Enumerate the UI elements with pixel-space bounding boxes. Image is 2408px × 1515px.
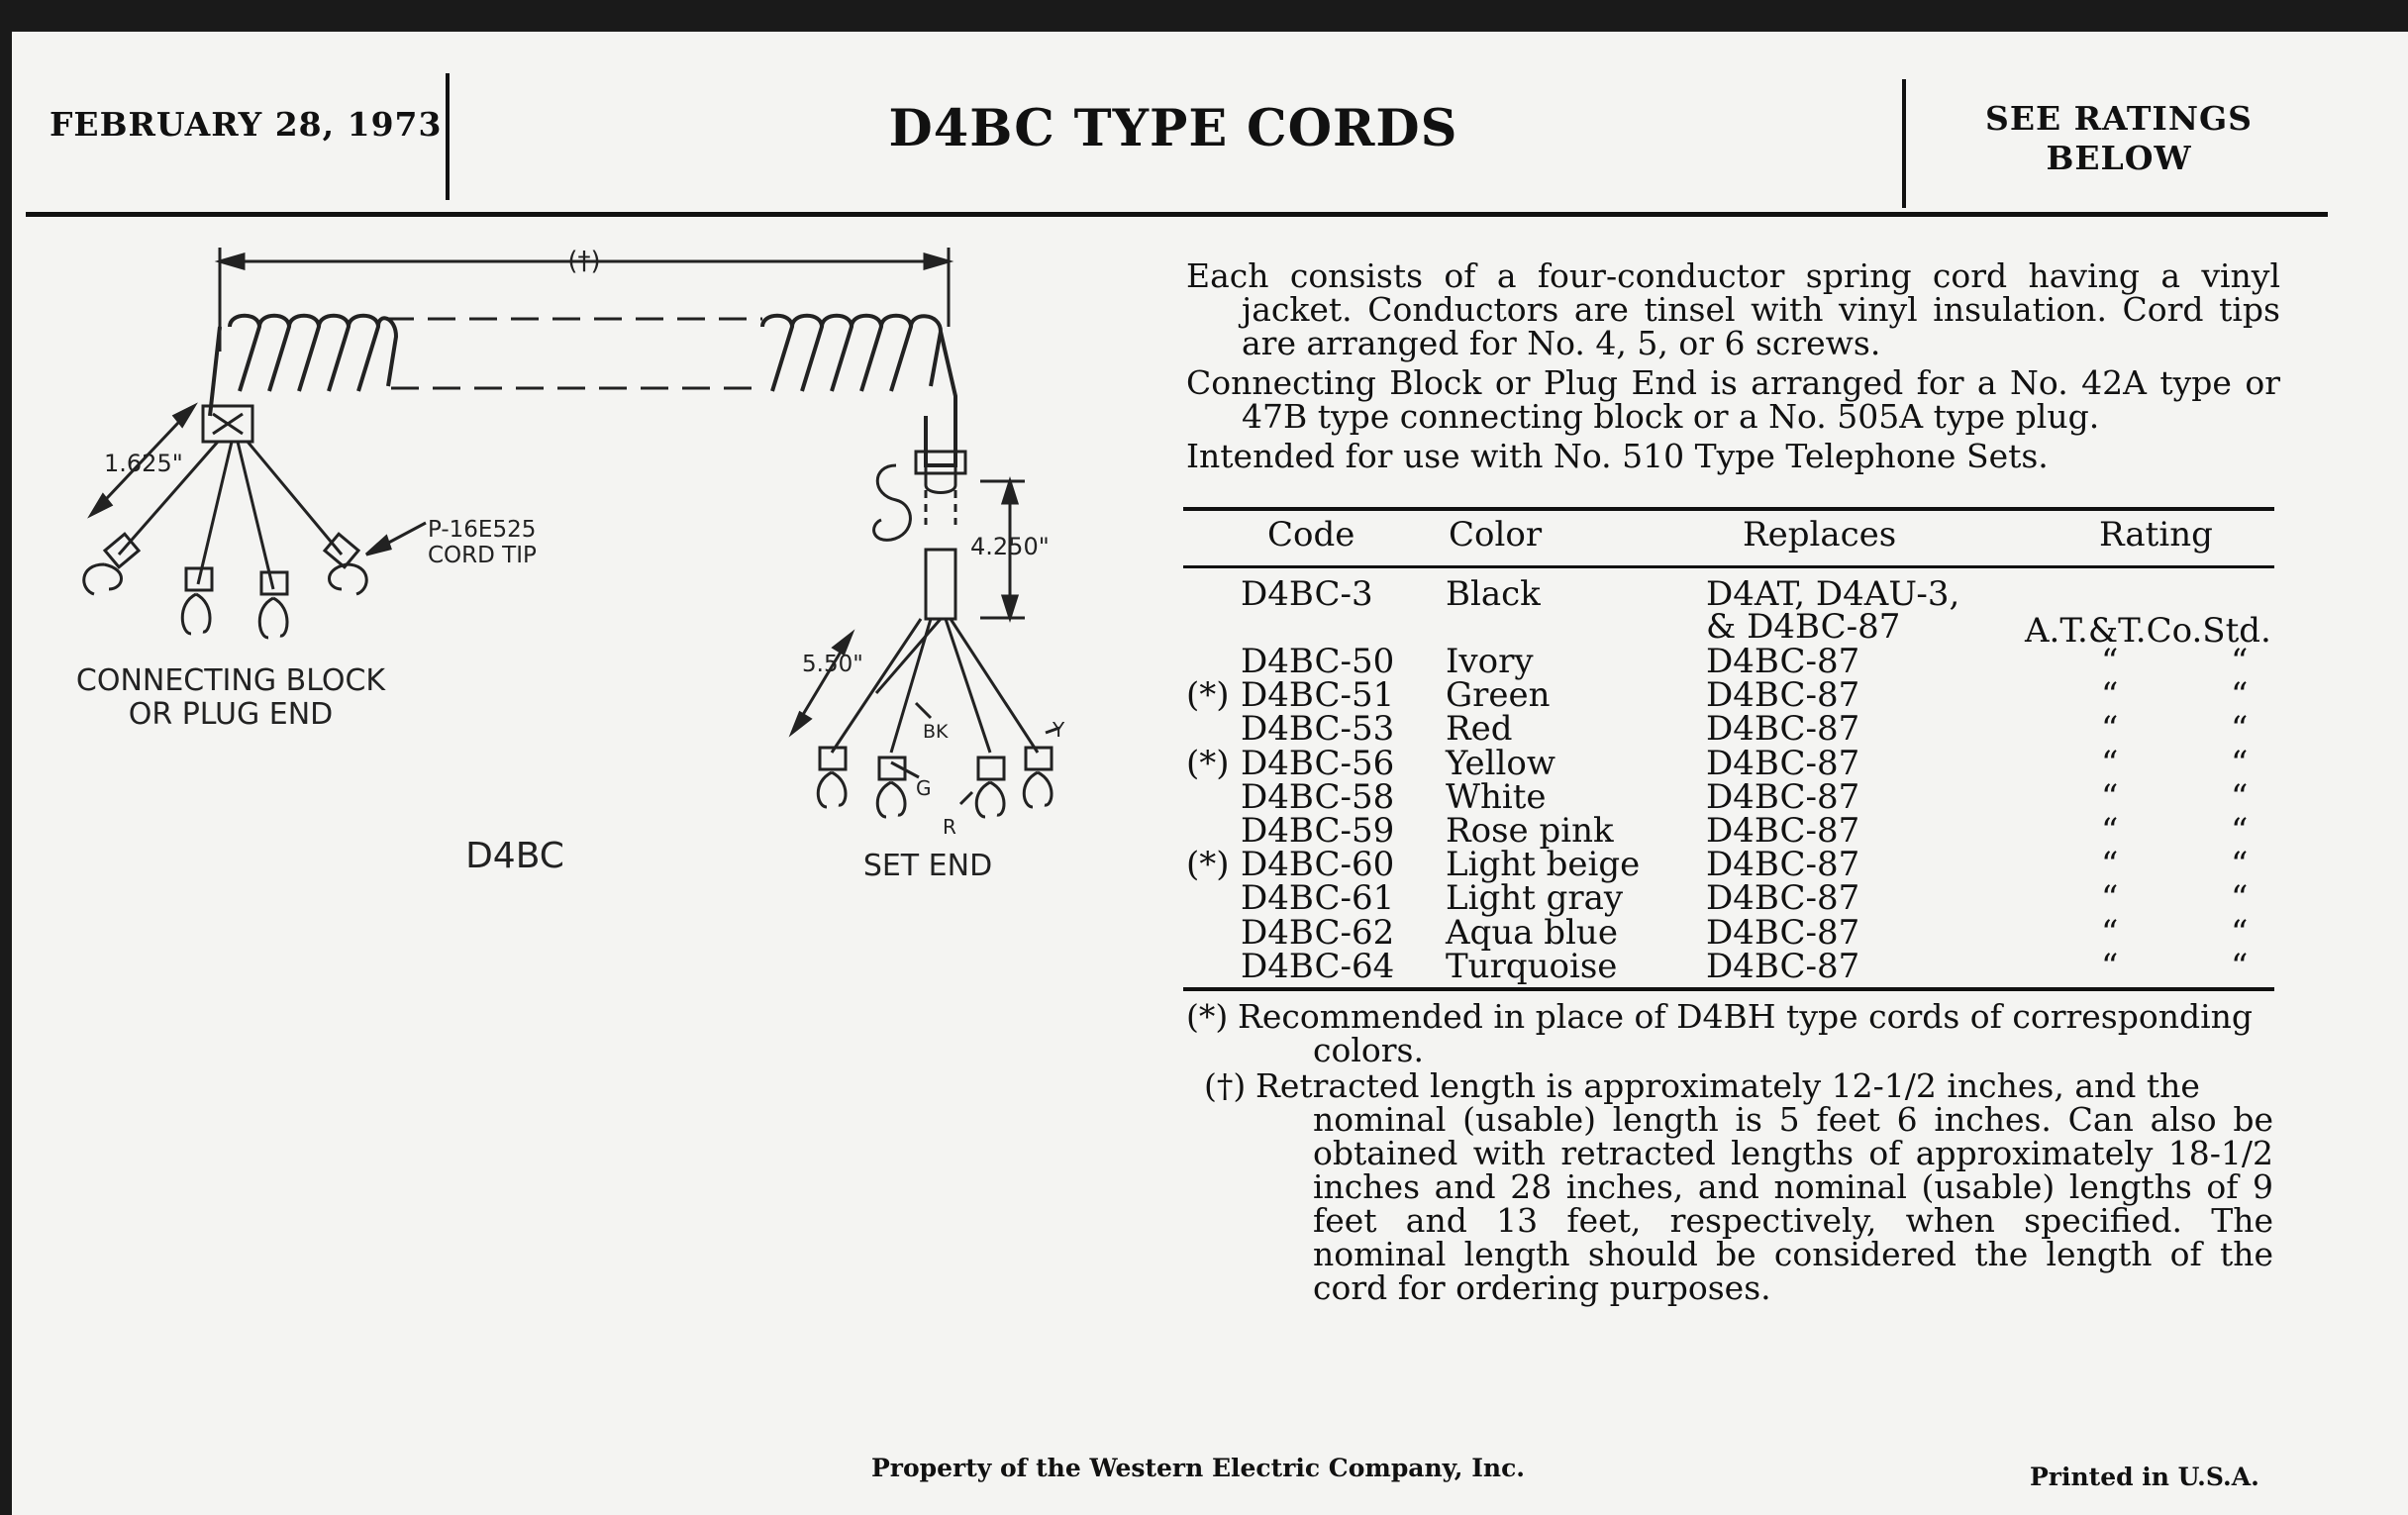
wire-y-label: Y bbox=[1053, 718, 1065, 742]
cell-code: D4BC-58 bbox=[1241, 777, 1395, 817]
footer-printed: Printed in U.S.A. bbox=[2030, 1463, 2259, 1491]
right-coil bbox=[762, 316, 955, 465]
col-header-replaces: Replaces bbox=[1743, 515, 1897, 555]
cell-code: D4BC-61 bbox=[1241, 878, 1395, 918]
cell-rating-ditto: “ bbox=[2231, 744, 2249, 783]
note-star bbox=[1186, 997, 2273, 1069]
cell-mark: (*) bbox=[1186, 845, 1230, 884]
wire-bk-label: BK bbox=[923, 721, 949, 743]
cell-rating-ditto: “ bbox=[2231, 947, 2249, 986]
cell-rating-ditto: “ bbox=[2101, 811, 2119, 851]
cell-code: D4BC-59 bbox=[1241, 811, 1395, 851]
cell-code: D4BC-64 bbox=[1241, 947, 1395, 986]
set-end bbox=[792, 452, 1059, 817]
description-para-2: Connecting Block or Plug End is arranged for a No. 42A type or 47B type connecting block or a No. 505A type plug. bbox=[1186, 363, 2280, 436]
cell-rating-ditto: “ bbox=[2231, 777, 2249, 817]
wire-r-label: R bbox=[943, 815, 956, 839]
cell-code: D4BC-53 bbox=[1241, 709, 1395, 749]
description-para-1: Each consists of a four-conductor spring cord having a vinyl jacket. Conductors are tinsel with vinyl insulation. Cord tips are arranged for No. 4, 5, or 6 screws. bbox=[1186, 256, 2280, 362]
cell-replaces-line1: D4AT, D4AU-3, bbox=[1706, 574, 1960, 614]
cell-replaces: D4BC-87 bbox=[1706, 642, 1860, 681]
cell-rating-ditto: “ bbox=[2231, 845, 2249, 884]
page-title: D4BC TYPE CORDS bbox=[888, 99, 1458, 158]
table-top-rule bbox=[1183, 507, 2274, 511]
cell-rating-ditto: “ bbox=[2101, 845, 2119, 884]
cell-rating-ditto: “ bbox=[2231, 913, 2249, 953]
cell-code: D4BC-60 bbox=[1241, 845, 1395, 884]
note-star-mark: (*) bbox=[1186, 997, 1229, 1036]
cell-code: D4BC-3 bbox=[1241, 574, 1373, 614]
cell-rating-ditto: “ bbox=[2231, 675, 2249, 715]
col-header-rating: Rating bbox=[2099, 515, 2213, 555]
header-date: FEBRUARY 28, 1973 bbox=[50, 105, 443, 144]
note-dagger-rest: nominal (usable) length is 5 feet 6 inches. Can also be obtained with retracted lengths of approximately 18-1/2 inches and 28 inches, and nominal (usable) lengths of 9 feet and 13 feet, respectively, when specified. The nominal length should be considered the length of the cord for ordering purposes. bbox=[1313, 1100, 2273, 1307]
cell-replaces-line2: & D4BC-87 bbox=[1706, 607, 1901, 647]
cell-replaces: D4BC-87 bbox=[1706, 777, 1860, 817]
cord-tip-label-2: CORD TIP bbox=[428, 543, 537, 568]
dim-mid-label: 4.250" bbox=[970, 533, 1050, 560]
header-ratings bbox=[1906, 99, 2332, 178]
connecting-block-end bbox=[84, 406, 426, 638]
cell-replaces: D4BC-87 bbox=[1706, 947, 1860, 986]
cell-color: Turquoise bbox=[1446, 947, 1618, 986]
cell-rating-ditto: “ bbox=[2101, 675, 2119, 715]
cell-rating-ditto: “ bbox=[2101, 878, 2119, 918]
model-label: D4BC bbox=[465, 836, 564, 876]
cell-rating: A.T.&T.Co.Std. bbox=[2025, 611, 2271, 651]
cell-color: Aqua blue bbox=[1446, 913, 1618, 953]
cell-rating-ditto: “ bbox=[2101, 642, 2119, 681]
set-end-label: SET END bbox=[862, 849, 993, 883]
dim-left-label: 1.625" bbox=[104, 450, 183, 477]
wire-g-label: G bbox=[916, 776, 932, 800]
left-caption-2: OR PLUG END bbox=[128, 697, 334, 732]
cell-code: D4BC-56 bbox=[1241, 744, 1395, 783]
cell-color: Light gray bbox=[1446, 878, 1624, 918]
left-coil bbox=[210, 316, 396, 416]
cell-mark: (*) bbox=[1186, 744, 1230, 783]
col-header-code: Code bbox=[1267, 515, 1355, 555]
cell-rating-ditto: “ bbox=[2101, 947, 2119, 986]
cell-replaces: D4BC-87 bbox=[1706, 878, 1860, 918]
cell-replaces: D4BC-87 bbox=[1706, 744, 1860, 783]
col-header-color: Color bbox=[1449, 515, 1543, 555]
header-ratings-line1: SEE RATINGS bbox=[1984, 99, 2254, 138]
cell-replaces: D4BC-87 bbox=[1706, 845, 1860, 884]
cell-rating-ditto: “ bbox=[2101, 913, 2119, 953]
dim-set-label: 5.50" bbox=[802, 652, 863, 677]
cell-rating-ditto: “ bbox=[2101, 777, 2119, 817]
footnotes bbox=[1186, 997, 2273, 1307]
left-caption-1: CONNECTING BLOCK bbox=[75, 663, 386, 698]
cord-tip-label-1: P-16E525 bbox=[428, 517, 537, 543]
cell-color: Green bbox=[1446, 675, 1551, 715]
cell-rating-ditto: “ bbox=[2231, 811, 2249, 851]
cell-color: Red bbox=[1446, 709, 1513, 749]
cell-color: Ivory bbox=[1446, 642, 1534, 681]
table-bottom-rule bbox=[1183, 987, 2274, 991]
cell-code: D4BC-62 bbox=[1241, 913, 1395, 953]
description-para-3: Intended for use with No. 510 Type Telephone Sets. bbox=[1186, 437, 2049, 475]
cell-color: Black bbox=[1446, 574, 1541, 614]
cell-replaces: D4BC-87 bbox=[1706, 709, 1860, 749]
cell-replaces: D4BC-87 bbox=[1706, 913, 1860, 953]
cell-mark: (*) bbox=[1186, 675, 1230, 715]
cord-diagram bbox=[0, 0, 1178, 990]
cell-code: D4BC-50 bbox=[1241, 642, 1395, 681]
note-star-first: Recommended in place of D4BH type cords of corresponding bbox=[1238, 997, 2254, 1036]
cell-rating-ditto: “ bbox=[2101, 744, 2119, 783]
cell-color: Light beige bbox=[1446, 845, 1641, 884]
cell-rating-ditto: “ bbox=[2231, 642, 2249, 681]
cell-color: Rose pink bbox=[1446, 811, 1614, 851]
note-star-rest: colors. bbox=[1313, 1031, 1424, 1069]
description bbox=[1186, 256, 2280, 479]
cell-rating-ditto: “ bbox=[2231, 709, 2249, 749]
cell-rating-ditto: “ bbox=[2101, 709, 2119, 749]
note-dagger bbox=[1186, 1066, 2273, 1307]
cell-rating-ditto: “ bbox=[2231, 878, 2249, 918]
table-header-rule bbox=[1183, 565, 2274, 568]
cell-color: White bbox=[1446, 777, 1547, 817]
footer-property: Property of the Western Electric Company, Inc. bbox=[871, 1454, 1526, 1482]
note-dagger-first: Retracted length is approximately 12-1/2 inches, and the bbox=[1255, 1066, 2200, 1105]
cell-code: D4BC-51 bbox=[1241, 675, 1395, 715]
note-dagger-mark: (†) bbox=[1204, 1066, 1247, 1105]
cell-color: Yellow bbox=[1446, 744, 1555, 783]
length-mark: (†) bbox=[567, 247, 601, 276]
header-ratings-line2: BELOW bbox=[2046, 139, 2192, 177]
cell-replaces: D4BC-87 bbox=[1706, 675, 1860, 715]
cell-replaces: D4BC-87 bbox=[1706, 811, 1860, 851]
